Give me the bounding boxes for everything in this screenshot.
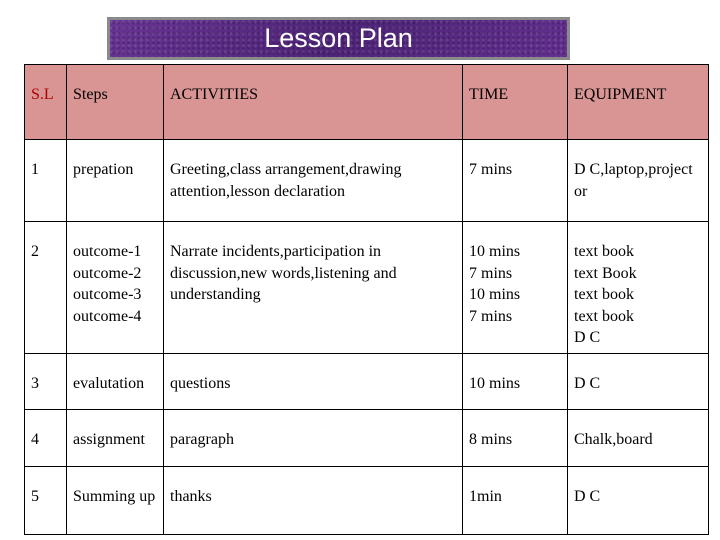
table-row [25, 466, 709, 534]
row-steps: evalutation [67, 353, 164, 409]
title-banner [107, 17, 570, 60]
row-steps: Summing up [67, 466, 164, 534]
row-activities: questions [164, 353, 463, 409]
row-time: 7 mins [463, 140, 568, 222]
row-activities: Greeting,class arrangement,drawing attention,lesson declaration [164, 140, 463, 222]
row-sl: 1 [25, 140, 67, 222]
table-row [25, 140, 709, 222]
row-activities: Narrate incidents,participation in discussion,new words,listening and understanding [164, 222, 463, 354]
page-title: Lesson Plan [264, 23, 413, 53]
row-sl: 5 [25, 466, 67, 534]
header-sl: S.L [25, 65, 67, 140]
row-activities: thanks [164, 466, 463, 534]
row-equipment: D C,laptop,project or [568, 140, 709, 222]
table-row [25, 409, 709, 466]
lesson-plan-table [24, 64, 709, 535]
row-time: 10 mins 7 mins 10 mins 7 mins [463, 222, 568, 354]
table-header-row [25, 65, 709, 140]
row-equipment: text book text Book text book text book D C [568, 222, 709, 354]
row-equipment: D C [568, 466, 709, 534]
row-sl: 2 [25, 222, 67, 354]
row-time: 1min [463, 466, 568, 534]
row-sl: 4 [25, 409, 67, 466]
row-time: 10 mins [463, 353, 568, 409]
header-activities: ACTIVITIES [164, 65, 463, 140]
row-steps: prepation [67, 140, 164, 222]
header-equipment: EQUIPMENT [568, 65, 709, 140]
header-time: TIME [463, 65, 568, 140]
row-equipment: D C [568, 353, 709, 409]
table-row [25, 222, 709, 354]
row-sl: 3 [25, 353, 67, 409]
table-row [25, 353, 709, 409]
row-steps: assignment [67, 409, 164, 466]
row-equipment: Chalk,board [568, 409, 709, 466]
row-time: 8 mins [463, 409, 568, 466]
row-activities: paragraph [164, 409, 463, 466]
header-steps: Steps [67, 65, 164, 140]
row-steps: outcome-1 outcome-2 outcome-3 outcome-4 [67, 222, 164, 354]
